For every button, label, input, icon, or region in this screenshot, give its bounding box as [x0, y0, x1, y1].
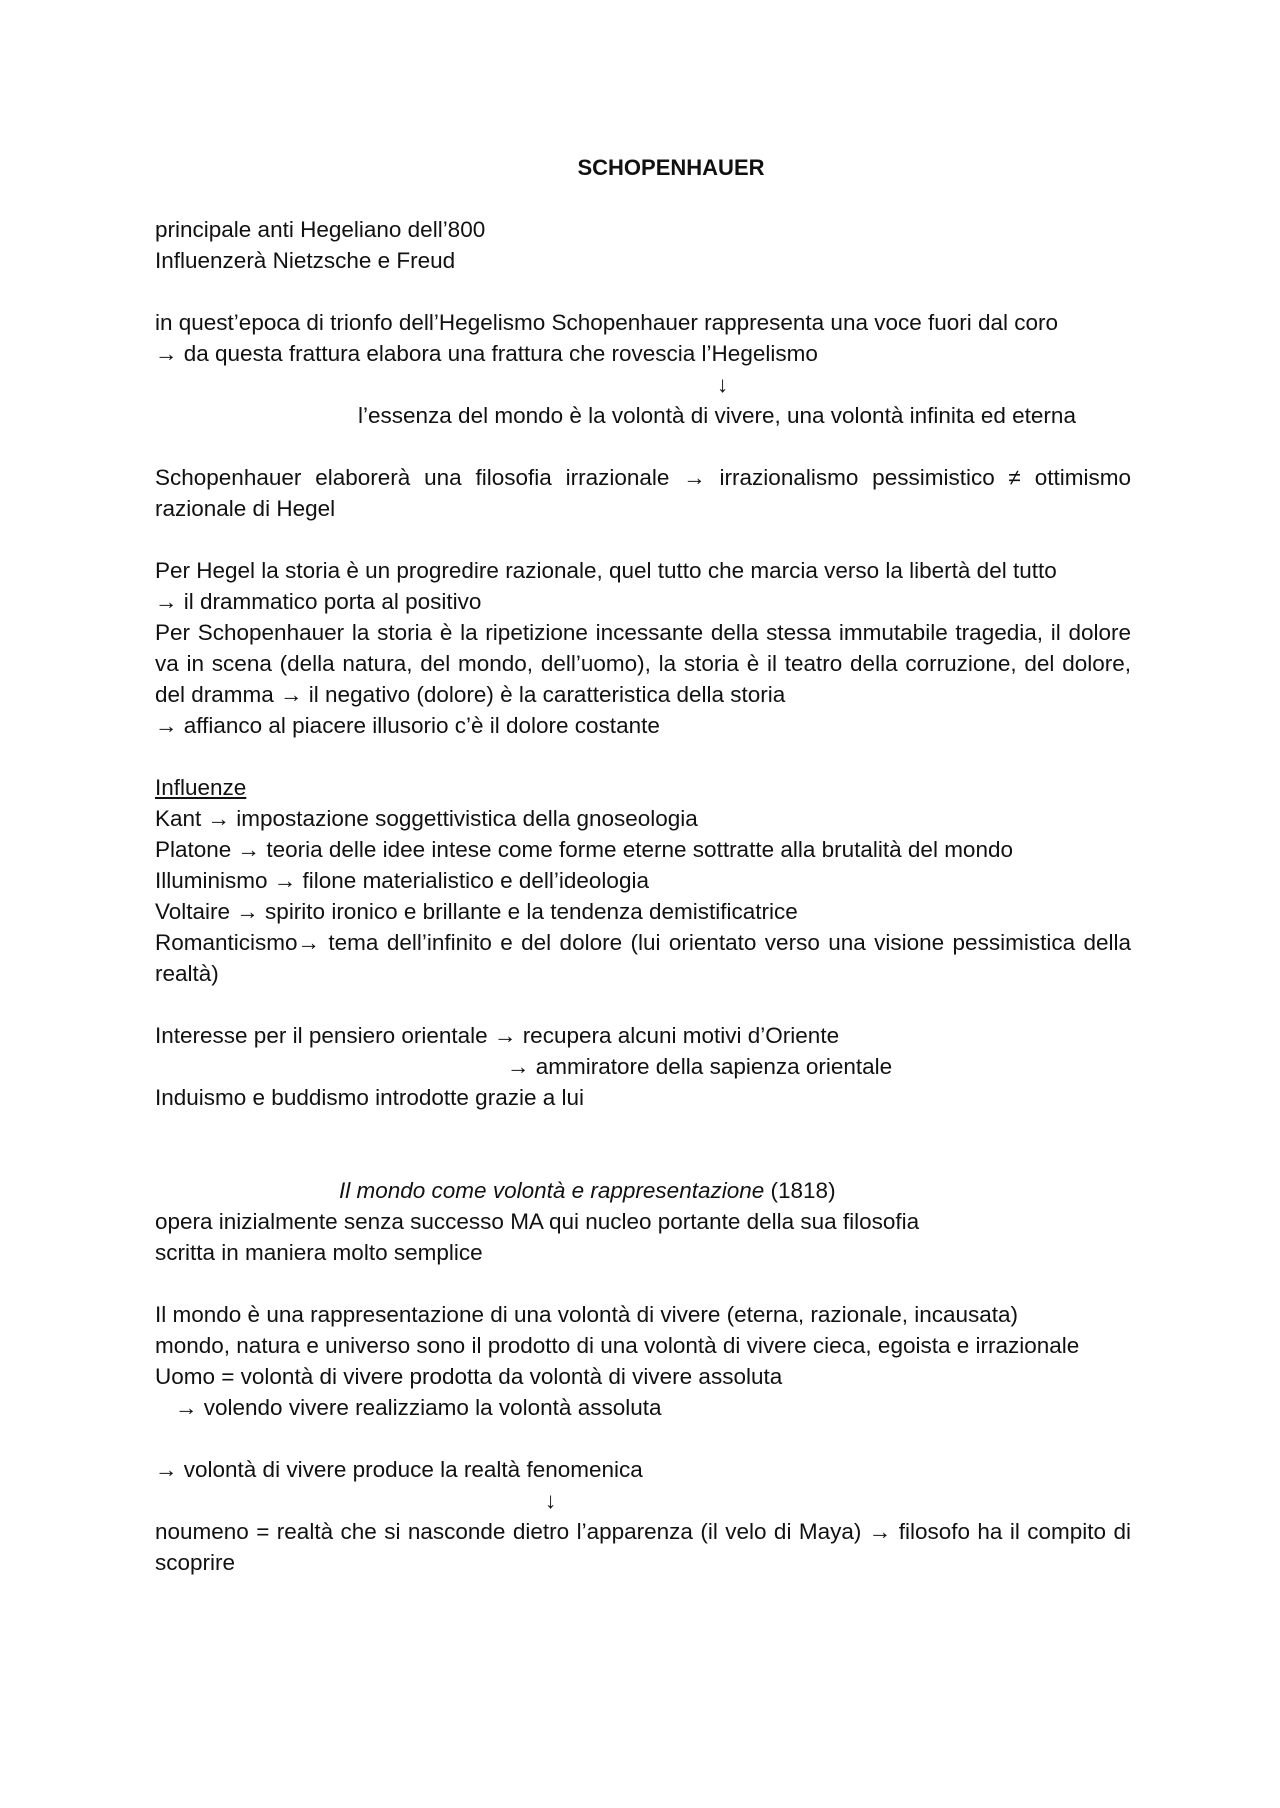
work-line-2: scritta in maniera molto semplice — [155, 1240, 483, 1265]
noumeno-paragraph: noumeno = realtà che si nasconde dietro l’apparenza (il velo di Maya) → filosofo ha il compito di scoprire — [155, 1519, 1131, 1575]
hegel-history-line-1: Per Hegel la storia è un progredire razionale, quel tutto che marcia verso la libertà del tutto — [155, 558, 1057, 583]
context-line-3: l’essenza del mondo è la volontà di vivere, una volontà infinita ed eterna — [358, 403, 1076, 428]
work-line-1: opera inizialmente senza successo MA qui nucleo portante della sua filosofia — [155, 1209, 920, 1234]
down-arrow-1: ↓ — [717, 372, 729, 397]
page-title: SCHOPENHAUER — [577, 155, 765, 180]
intro-line-2: Influenzerà Nietzsche e Freud — [155, 248, 456, 273]
down-arrow-2: ↓ — [545, 1488, 557, 1513]
context-line-2: → da questa frattura elabora una frattura che rovescia l’Hegelismo — [155, 341, 818, 366]
context-line-1: in quest’epoca di trionfo dell’Hegelismo Schopenhauer rappresenta una voce fuori dal coro — [155, 310, 1059, 335]
world-line-1: Il mondo è una rappresentazione di una volontà di vivere (eterna, razionale, incausata) — [155, 1302, 1019, 1327]
influences-heading: Influenze — [155, 775, 247, 800]
world-paragraph-2: mondo, natura e universo sono il prodotto di una volontà di vivere cieca, egoista e irrazionale — [155, 1333, 1080, 1358]
influence-illuminismo: Illuminismo → filone materialistico e dell’ideologia — [155, 868, 649, 893]
orient-line-3: Induismo e buddismo introdotte grazie a lui — [155, 1085, 584, 1110]
influence-romanticismo: Romanticismo→ tema dell’infinito e del dolore (lui orientato verso una visione pessimistica della realtà) — [155, 930, 1131, 986]
orient-line-1: Interesse per il pensiero orientale → recupera alcuni motivi d’Oriente — [155, 1023, 840, 1048]
influence-kant: Kant → impostazione soggettivistica della gnoseologia — [155, 806, 698, 831]
orient-line-2: → ammiratore della sapienza orientale — [507, 1054, 893, 1079]
document-body — [155, 152, 1131, 1578]
work-title-italic: Il mondo come volontà e rappresentazione — [339, 1178, 765, 1203]
irrational-paragraph: Schopenhauer elaborerà una filosofia irrazionale → irrazionalismo pessimistico ≠ ottimismo razionale di Hegel — [155, 465, 1131, 521]
influence-voltaire: Voltaire → spirito ironico e brillante e la tendenza demistificatrice — [155, 899, 798, 924]
work-title — [155, 1175, 1131, 1206]
hegel-history-line-2: → il drammatico porta al positivo — [155, 589, 482, 614]
world-line-3: Uomo = volontà di vivere prodotta da volontà di vivere assoluta — [155, 1364, 783, 1389]
noumeno-line-1: → volontà di vivere produce la realtà fenomenica — [155, 1457, 643, 1482]
schopenhauer-history-line-4: → affianco al piacere illusorio c’è il dolore costante — [155, 713, 660, 738]
influence-platone: Platone → teoria delle idee intese come forme eterne sottratte alla brutalità del mondo — [155, 837, 1013, 862]
world-line-4: → volendo vivere realizziamo la volontà assoluta — [175, 1395, 662, 1420]
intro-line-1: principale anti Hegeliano dell’800 — [155, 217, 486, 242]
work-title-year: (1818) — [764, 1178, 836, 1203]
schopenhauer-history-paragraph: Per Schopenhauer la storia è la ripetizione incessante della stessa immutabile tragedia, il dolore va in scena (della natura, del mondo, dell’uomo), la storia è il teatro della corruzione, del dolore, del dramma → il negativo (dolore) è la caratteristica della storia — [155, 620, 1131, 707]
